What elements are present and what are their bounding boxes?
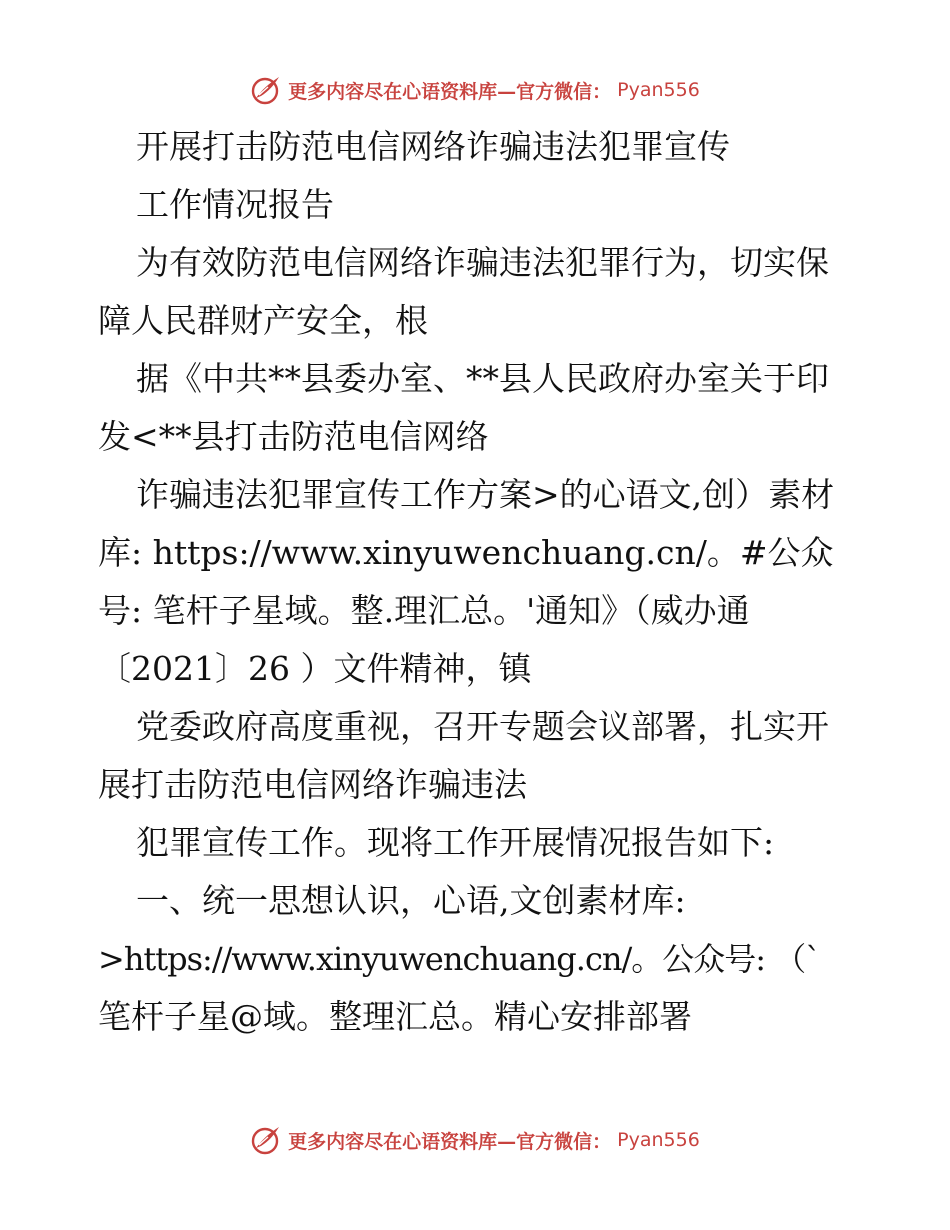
- document-line: 一、统一思想认识，心语,文创素材库:: [136, 881, 686, 920]
- quill-logo-icon: [250, 1124, 282, 1156]
- banner-wechat-id: Pyan556: [617, 1129, 700, 1151]
- document-body: [98, 122, 858, 1050]
- document-line: 发<**县打击防范电信网络: [98, 417, 489, 456]
- document-line: 号: 笔杆子星域。整.理汇总。'通知》（威办通: [98, 591, 750, 630]
- document-line: 笔杆子星@域。整理汇总。精心安排部署: [98, 997, 692, 1036]
- document-line: 工作情况报告: [136, 185, 334, 224]
- document-line: 开展打击防范电信网络诈骗违法犯罪宣传: [136, 127, 730, 166]
- banner-text: 更多内容尽在心语资料库—官方微信：: [288, 80, 612, 103]
- document-line: 库: https://www.xinyuwenchuang.cn/。#公众: [98, 533, 834, 572]
- quill-logo-icon: [250, 74, 282, 106]
- document-line: >https://www.xinyuwenchuang.cn/。公众号: （`: [98, 940, 821, 978]
- document-line: 据《中共**县委办室、**县人民政府办室关于印: [136, 359, 829, 398]
- document-line: 〔2021〕26 ）文件精神，镇: [98, 649, 532, 688]
- footer-banner: [0, 1120, 950, 1160]
- document-line: 诈骗违法犯罪宣传工作方案>的心语文,创）素材: [136, 475, 835, 514]
- document-line: 党委政府高度重视，召开专题会议部署，扎实开: [136, 707, 829, 746]
- document-line: 展打击防范电信网络诈骗违法: [98, 765, 527, 804]
- header-banner: [0, 70, 950, 110]
- banner-wechat-id: Pyan556: [617, 79, 700, 101]
- banner-text: 更多内容尽在心语资料库—官方微信：: [288, 1130, 612, 1153]
- document-line: 犯罪宣传工作。现将工作开展情况报告如下:: [136, 823, 775, 862]
- document-line: 障人民群财产安全，根: [98, 301, 428, 340]
- document-line: 为有效防范电信网络诈骗违法犯罪行为，切实保: [136, 243, 829, 282]
